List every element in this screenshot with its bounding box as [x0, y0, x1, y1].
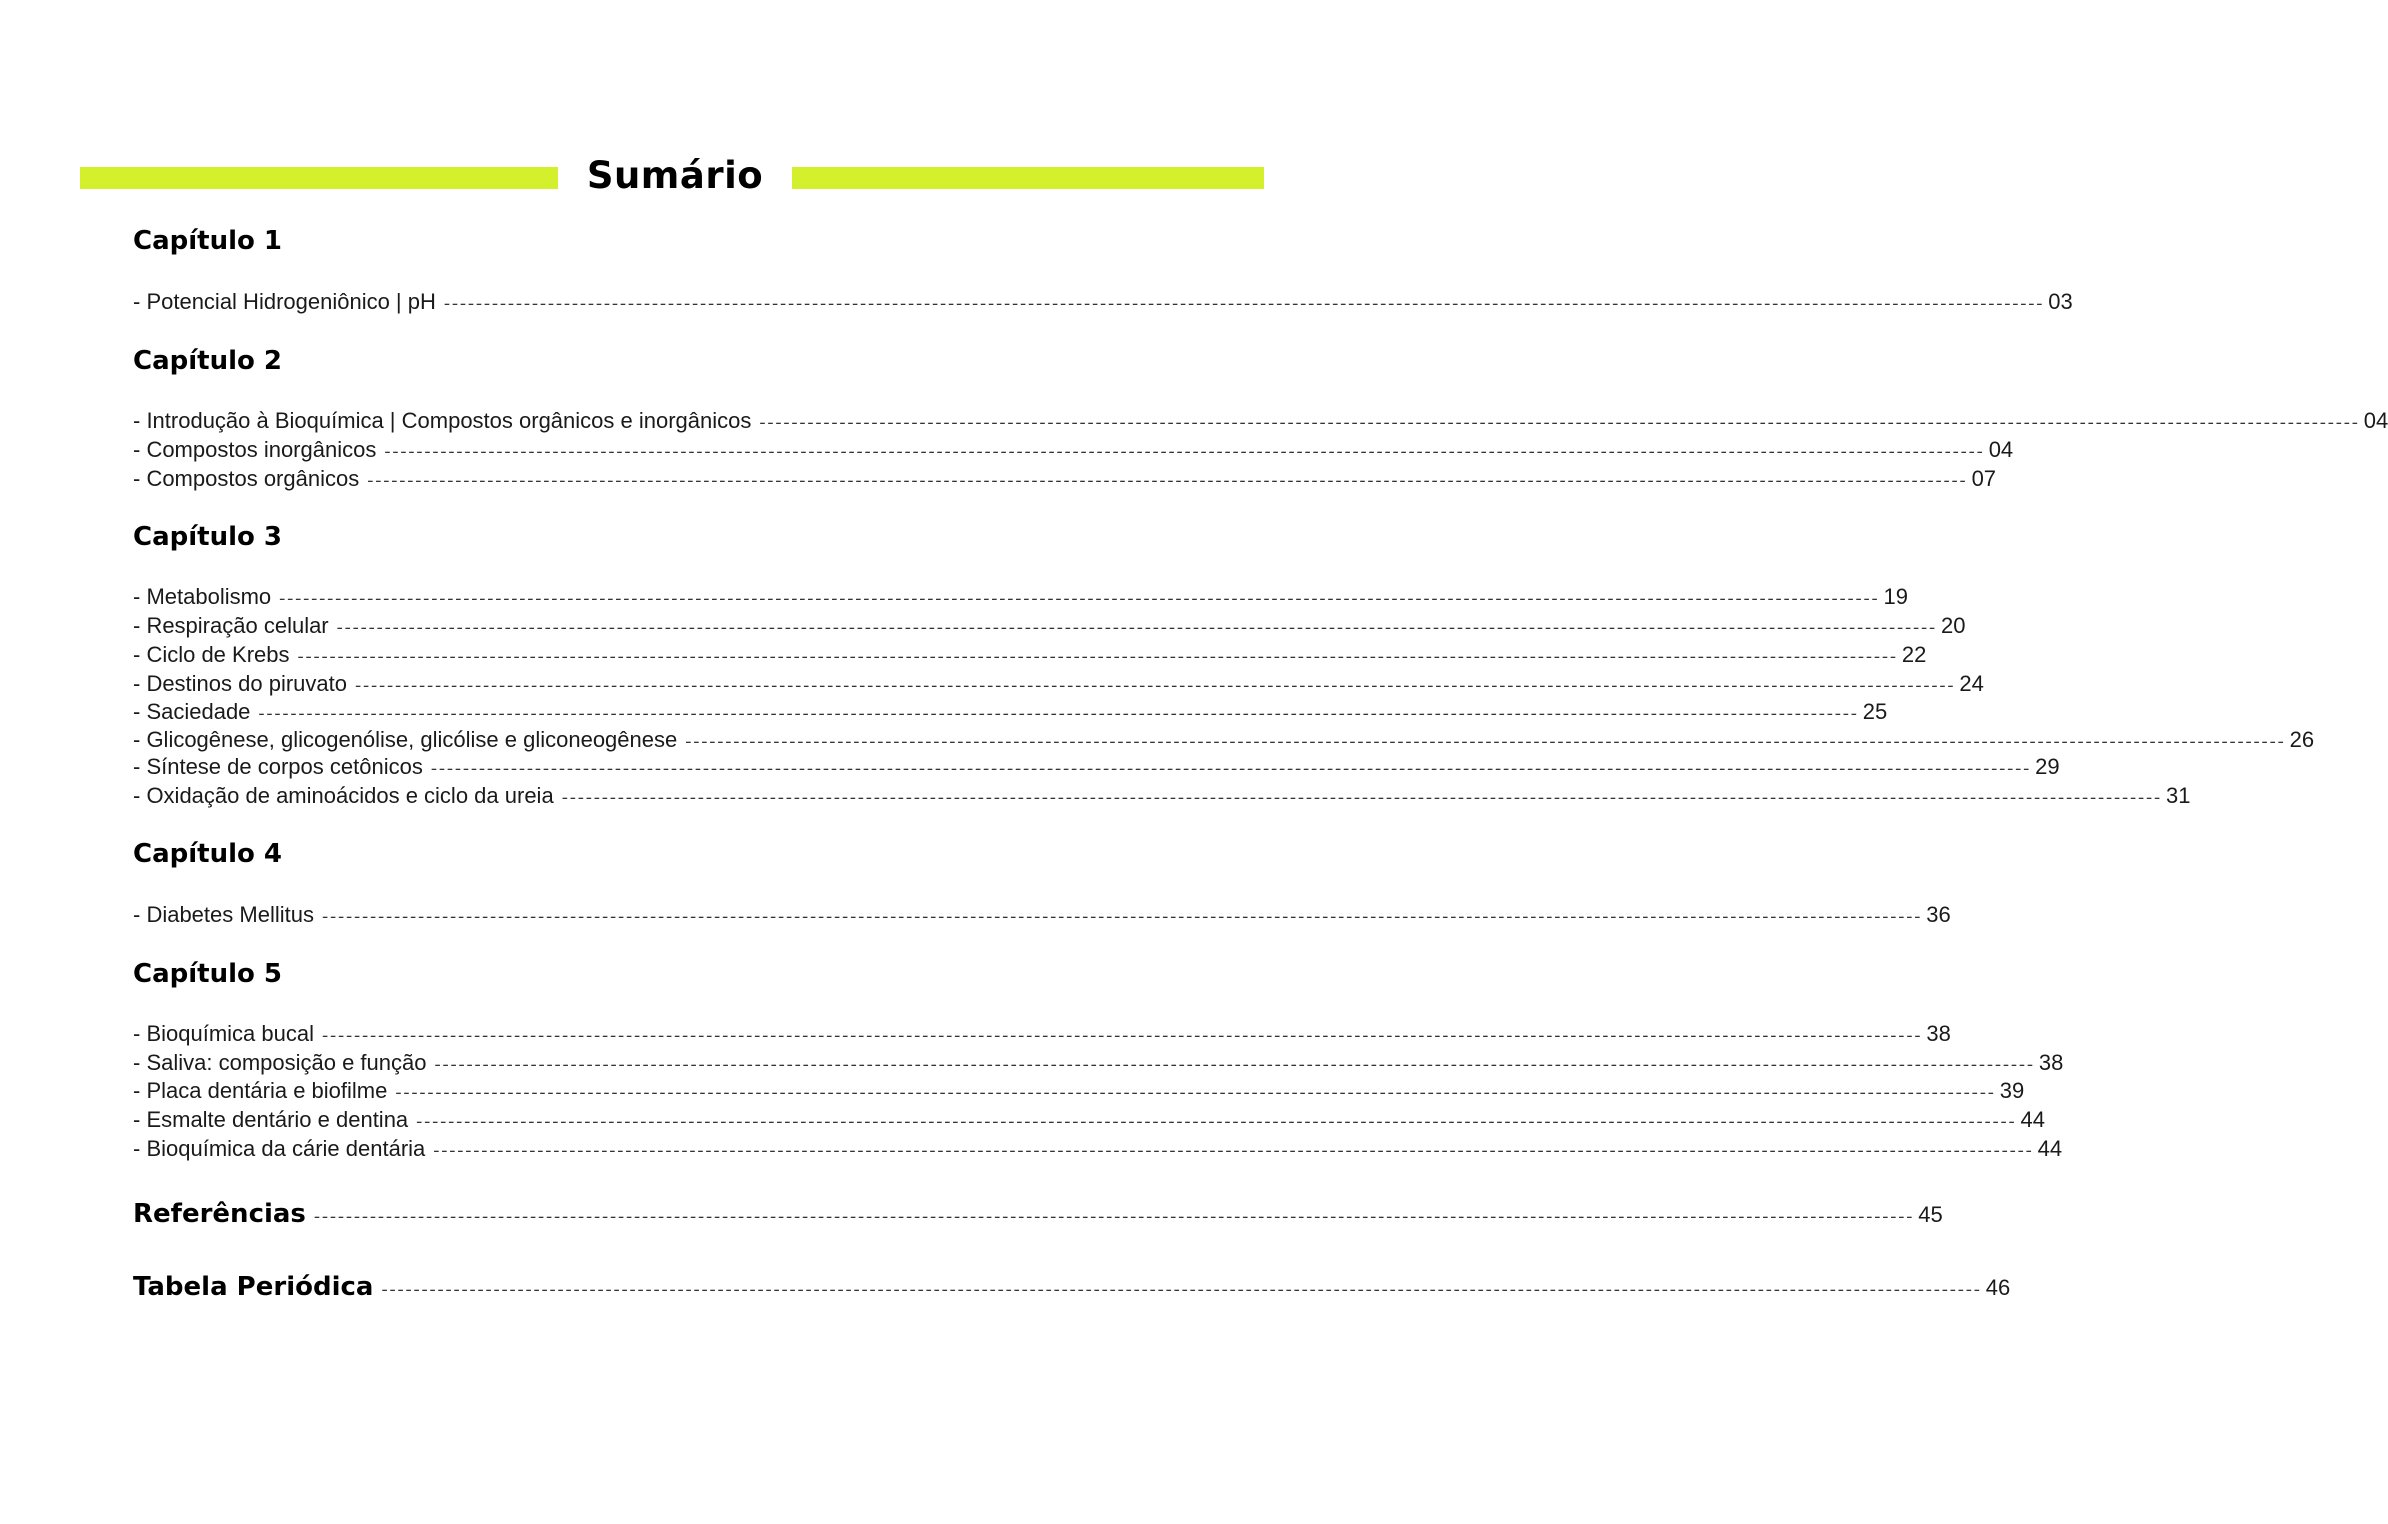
toc-entry-label: - Diabetes Mellitus [133, 902, 314, 927]
toc-entry-label: - Esmalte dentário e dentina [133, 1107, 409, 1132]
toc-entry-label: - Saliva: composição e função [133, 1050, 427, 1075]
toc-entry-page: 26 [2289, 727, 2315, 752]
toc-entry-page: 19 [1883, 584, 1908, 609]
toc-entry-page: 20 [1940, 613, 1966, 638]
dot-leader: -------------------------------------------------------------------------------------------------------------------------------------------------------------------------------------------------------- [382, 444, 1983, 463]
toc-entry-page: 04 [1988, 437, 2014, 462]
toc-entry[interactable] [133, 1136, 2063, 1165]
dot-leader: -------------------------------------------------------------------------------------------------------------------------------------------------------------------------------------------------------- [311, 1209, 1913, 1228]
toc-entry[interactable] [133, 699, 1888, 728]
toc-entry-page: 46 [1985, 1275, 2011, 1300]
toc-entry-page: 45 [1918, 1202, 1943, 1227]
toc-entry[interactable] [133, 408, 2388, 437]
dot-leader: -------------------------------------------------------------------------------------------------------------------------------------------------------------------------------------------------------- [277, 591, 1878, 610]
toc-entry-page: 44 [2020, 1107, 2045, 1132]
toc-entry-label: - Ciclo de Krebs [133, 642, 290, 667]
toc-entry-page: 38 [1926, 1021, 1951, 1046]
toc-entry-page: 36 [1926, 902, 1951, 927]
toc-entry[interactable] [133, 1021, 1951, 1050]
toc-entry-page: 38 [2038, 1050, 2064, 1075]
toc-entry-page: 44 [2037, 1136, 2063, 1161]
dot-leader: -------------------------------------------------------------------------------------------------------------------------------------------------------------------------------------------------------- [683, 734, 2284, 753]
dot-leader: -------------------------------------------------------------------------------------------------------------------------------------------------------------------------------------------------------- [431, 1143, 2032, 1162]
toc-entry-label: - Compostos inorgânicos [133, 437, 377, 462]
toc-entry-label: - Bioquímica da cárie dentária [133, 1136, 426, 1161]
toc-entry-label: - Síntese de corpos cetônicos [133, 754, 423, 779]
accent-bar-right [792, 167, 1264, 189]
toc-entry-label: - Saciedade [133, 699, 251, 724]
dot-leader: -------------------------------------------------------------------------------------------------------------------------------------------------------------------------------------------------------- [319, 1028, 1921, 1047]
toc-entry-page: 22 [1901, 642, 1927, 667]
dot-leader: -------------------------------------------------------------------------------------------------------------------------------------------------------------------------------------------------------- [319, 909, 1921, 928]
toc-entry-periodic-table[interactable] [133, 1272, 2011, 1308]
toc-entry-label: - Compostos orgânicos [133, 466, 360, 491]
dot-leader: -------------------------------------------------------------------------------------------------------------------------------------------------------------------------------------------------------- [428, 761, 2030, 780]
dot-leader: -------------------------------------------------------------------------------------------------------------------------------------------------------------------------------------------------------- [559, 790, 2161, 809]
chapter-heading: Capítulo 2 [133, 346, 283, 376]
toc-entry[interactable] [133, 1107, 2045, 1136]
toc-entry-label: Referências [133, 1199, 306, 1229]
accent-bar-left [80, 167, 558, 189]
toc-entry-page: 04 [2363, 408, 2388, 433]
toc-entry[interactable] [133, 1078, 2025, 1107]
toc-entry-page: 07 [1971, 466, 1997, 491]
dot-leader: -------------------------------------------------------------------------------------------------------------------------------------------------------------------------------------------------------- [432, 1057, 2033, 1076]
dot-leader: -------------------------------------------------------------------------------------------------------------------------------------------------------------------------------------------------------- [256, 706, 1857, 725]
toc-entry[interactable] [133, 613, 1966, 642]
toc-entry-references[interactable] [133, 1199, 1943, 1235]
toc-entry[interactable] [133, 754, 2060, 783]
chapter-heading: Capítulo 4 [133, 839, 283, 869]
toc-entry-page: 29 [2035, 754, 2060, 779]
toc-entry-page: 24 [1959, 671, 1984, 696]
toc-entry[interactable] [133, 783, 2191, 812]
toc-entry[interactable] [133, 727, 2315, 756]
toc-entry-label: Tabela Periódica [133, 1272, 374, 1302]
page-title: Sumário [586, 154, 764, 197]
toc-entry-page: 31 [2166, 783, 2191, 808]
dot-leader: -------------------------------------------------------------------------------------------------------------------------------------------------------------------------------------------------------- [379, 1282, 1980, 1301]
chapter-heading: Capítulo 3 [133, 522, 283, 552]
toc-entry[interactable] [133, 1050, 2064, 1079]
toc-entry-label: - Glicogênese, glicogenólise, glicólise e gliconeogênese [133, 727, 678, 752]
dot-leader: -------------------------------------------------------------------------------------------------------------------------------------------------------------------------------------------------------- [393, 1085, 1994, 1104]
toc-entry[interactable] [133, 671, 1984, 700]
dot-leader: -------------------------------------------------------------------------------------------------------------------------------------------------------------------------------------------------------- [414, 1114, 2015, 1133]
dot-leader: -------------------------------------------------------------------------------------------------------------------------------------------------------------------------------------------------------- [334, 620, 1935, 639]
toc-entry-page: 03 [2048, 289, 2073, 314]
toc-entry-label: - Oxidação de aminoácidos e ciclo da ureia [133, 783, 554, 808]
dot-leader: -------------------------------------------------------------------------------------------------------------------------------------------------------------------------------------------------------- [441, 296, 2043, 315]
toc-entry[interactable] [133, 642, 1927, 671]
toc-entry[interactable] [133, 584, 1908, 613]
toc-entry[interactable] [133, 289, 2073, 318]
toc-entry-label: - Respiração celular [133, 613, 329, 638]
toc-entry-label: - Introdução à Bioquímica | Compostos orgânicos e inorgânicos [133, 408, 752, 433]
toc-entry[interactable] [133, 437, 2014, 466]
chapter-heading: Capítulo 5 [133, 959, 283, 989]
toc-entry-label: - Metabolismo [133, 584, 272, 609]
title-band [80, 150, 1264, 210]
chapter-heading: Capítulo 1 [133, 226, 283, 256]
toc-entry-label: - Placa dentária e biofilme [133, 1078, 388, 1103]
toc-entry-label: - Bioquímica bucal [133, 1021, 314, 1046]
toc-entry-label: - Potencial Hidrogeniônico | pH [133, 289, 436, 314]
dot-leader: -------------------------------------------------------------------------------------------------------------------------------------------------------------------------------------------------------- [365, 473, 1966, 492]
toc-entry-page: 25 [1862, 699, 1888, 724]
dot-leader: -------------------------------------------------------------------------------------------------------------------------------------------------------------------------------------------------------- [295, 649, 1896, 668]
dot-leader: -------------------------------------------------------------------------------------------------------------------------------------------------------------------------------------------------------- [353, 678, 1954, 697]
dot-leader: -------------------------------------------------------------------------------------------------------------------------------------------------------------------------------------------------------- [757, 415, 2358, 434]
toc-entry[interactable] [133, 902, 1951, 931]
toc-entry-label: - Destinos do piruvato [133, 671, 347, 696]
toc-entry[interactable] [133, 466, 1997, 495]
toc-entry-page: 39 [1999, 1078, 2025, 1103]
